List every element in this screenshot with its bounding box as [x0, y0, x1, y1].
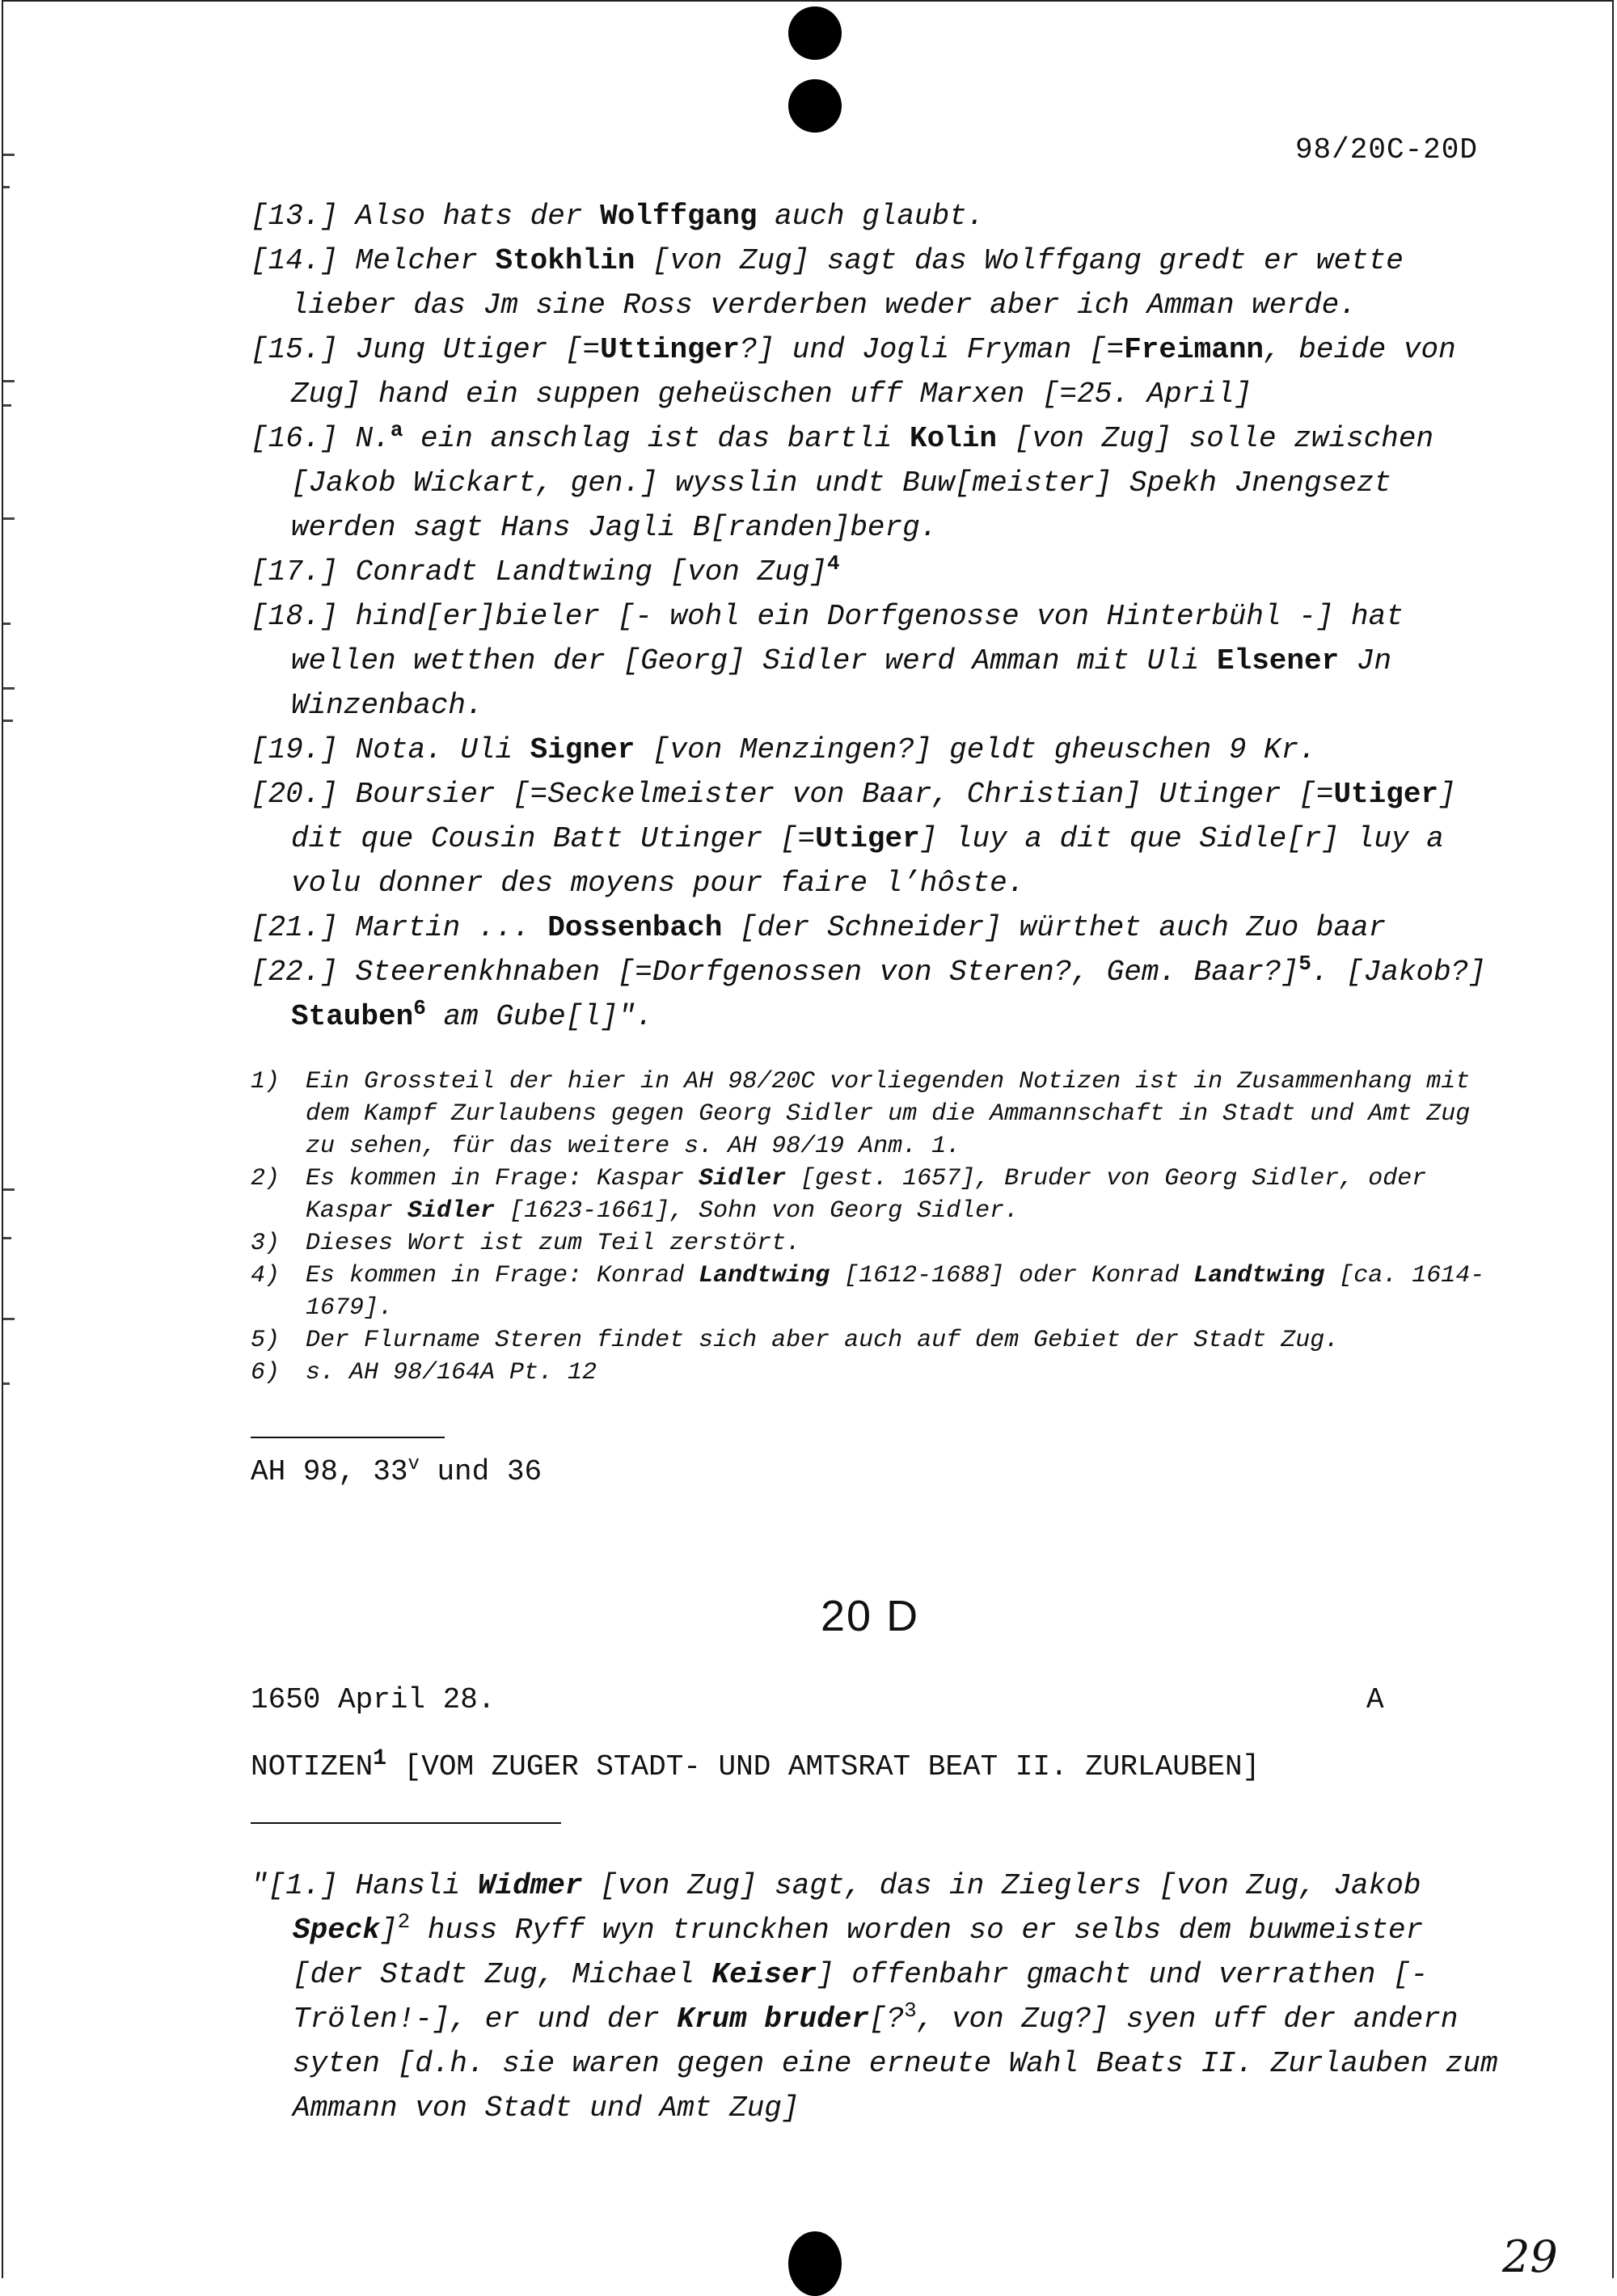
footnotes-list	[251, 1066, 1496, 1389]
text-run: s. AH 98/164A Pt. 12	[306, 1359, 597, 1386]
text-run: huss Ryff wyn trunckhen worden so er selbs dem buwmeister [der Stadt Zug, Michael	[293, 1914, 1424, 1991]
text-run: Es kommen in Frage: Konrad	[306, 1262, 699, 1289]
footnote-item	[251, 1357, 1496, 1389]
name-emphasis: Elsener	[1217, 644, 1340, 677]
entry-item	[251, 594, 1488, 728]
footnote-item	[251, 1227, 1496, 1260]
footnote-number: 4)	[251, 1262, 281, 1289]
text-run: , von Zug?] syen uff der andern syten [d.h. sie waren gegen eine erneute Wahl Beats II. Zurlauben zum Ammann von Stadt und Amt Zug]	[293, 2003, 1498, 2125]
name-emphasis: Speck	[293, 1914, 381, 1947]
entry-item	[251, 550, 1488, 594]
body-paragraph	[251, 1863, 1505, 2130]
entry-number: [14.]	[251, 244, 339, 277]
text-run: auch glaubt.	[757, 200, 985, 233]
footnote-marker: 4	[826, 551, 840, 576]
footnote-text	[306, 1357, 1496, 1389]
document-date: 1650 April 28.	[251, 1683, 496, 1716]
punch-hole-top	[788, 6, 842, 60]
footnote-item	[251, 1066, 1496, 1163]
name-emphasis: Utiger	[815, 822, 920, 855]
entry-number: [17.]	[251, 555, 339, 589]
text-run: hind[er]bieler [- wohl ein Dorfgenosse von Hinterbühl -] hat wellen wetthen der [Georg] Sidler werd Amman mit Uli	[291, 600, 1404, 677]
text-run: Boursier [=Seckelmeister von Baar, Christian] Utinger [=	[338, 778, 1334, 811]
text-run: [ca. 1614-1679].	[306, 1262, 1485, 1322]
footnote-text	[306, 1227, 1496, 1260]
document-type-letter: A	[1366, 1683, 1384, 1716]
entry-item	[251, 772, 1488, 905]
footnote-number: 2)	[251, 1165, 281, 1192]
margin-marks	[0, 137, 19, 1431]
footnote-number: 1)	[251, 1068, 281, 1095]
text-run: . [Jakob?]	[1311, 956, 1486, 989]
footnote-item	[251, 1260, 1496, 1324]
footnote-marker: 6	[413, 996, 426, 1020]
entry-item	[251, 416, 1488, 550]
text-run: ]	[380, 1914, 398, 1947]
document-number: 20 D	[821, 1592, 920, 1640]
text-run: N.	[338, 422, 391, 455]
entry-number: [16.]	[251, 422, 339, 455]
punch-hole-bottom	[788, 2231, 842, 2296]
name-emphasis: Sidler	[407, 1197, 496, 1225]
entry-item	[251, 728, 1488, 772]
footnote-text	[306, 1163, 1496, 1227]
page-reference: 98/20C-20D	[1294, 133, 1478, 167]
name-emphasis: Krum bruder	[677, 2003, 869, 2036]
text-run: [von Menzingen?] geldt gheuschen 9 Kr.	[635, 733, 1316, 766]
text-run: [gest. 1657], Bruder von Georg Sidler, oder Kaspar	[306, 1165, 1427, 1225]
footnote-number: 5)	[251, 1327, 281, 1354]
punch-hole-second	[788, 79, 842, 133]
footnote-marker: 2	[397, 1910, 411, 1934]
text-run: Melcher	[338, 244, 496, 277]
text-run: Jn Winzenbach.	[291, 644, 1392, 722]
name-emphasis: Dossenbach	[547, 911, 723, 944]
name-emphasis: Sidler	[699, 1165, 787, 1192]
entry-number: [20.]	[251, 778, 339, 811]
text-run: am Gube[l]".	[425, 1000, 653, 1033]
entry-number: [13.]	[251, 200, 339, 233]
footnote-text	[306, 1066, 1496, 1163]
text-run: [von Zug] solle zwischen [Jakob Wickart, gen.] wysslin undt Buw[meister] Spekh Jnengsezt werden sagt Hans Jagli B[randen]berg.	[291, 422, 1434, 544]
entries-list	[251, 194, 1488, 1039]
name-emphasis: Kolin	[909, 422, 997, 455]
footnote-text	[306, 1324, 1496, 1357]
text-run: [1623-1661], Sohn von Georg Sidler.	[495, 1197, 1020, 1225]
text-run: ] luy a dit que Sidle[r] luy a volu donner des moyens pour faire l’hôste.	[291, 822, 1444, 900]
text-run: ] dit que Cousin Batt Utinger [=	[291, 778, 1456, 855]
text-run: Ein Grossteil der hier in AH 98/20C vorliegenden Notizen ist in Zusammenhang mit dem Kampf Zurlaubens gegen Georg Sidler um die Ammannschaft in Stadt und Amt Zug zu sehen, für das weitere s. AH 98/19 Anm. 1.	[306, 1068, 1471, 1160]
text-run: "[1.] Hansli	[251, 1869, 478, 1902]
text-run: Es kommen in Frage: Kaspar	[306, 1165, 699, 1192]
text-run: Martin ...	[338, 911, 548, 944]
name-emphasis: Freimann	[1124, 333, 1264, 366]
handwritten-page-number: 29	[1502, 2231, 1558, 2282]
name-emphasis: Wolffgang	[600, 200, 758, 233]
text-run: [von Zug] sagt das Wolffgang gredt er wette lieber das Jm sine Ross verderben weder aber ich Amman werde.	[291, 244, 1404, 322]
footnote-item	[251, 1324, 1496, 1357]
text-run: Der Flurname Steren findet sich aber auch auf dem Gebiet der Stadt Zug.	[306, 1327, 1340, 1354]
text-run: Steerenkhnaben [=Dorfgenossen von Steren?, Gem. Baar?]	[338, 956, 1299, 989]
name-emphasis: Stokhlin	[495, 244, 635, 277]
footnote-text	[306, 1260, 1496, 1324]
text-run: Jung Utiger [=	[338, 333, 601, 366]
document-title: NOTIZEN$^1$ [VOM ZUGER STADT- UND AMTSRAT BEAT II. ZURLAUBEN]	[251, 1746, 1260, 1783]
text-run: [der Schneider] würthet auch Zuo baar	[722, 911, 1387, 944]
entry-number: [22.]	[251, 956, 339, 989]
name-emphasis: Signer	[530, 733, 635, 766]
entry-item	[251, 327, 1488, 416]
name-emphasis: Uttinger	[600, 333, 740, 366]
entry-item	[251, 238, 1488, 327]
entry-item	[251, 194, 1488, 238]
text-run: [1612-1688] oder Konrad	[830, 1262, 1194, 1289]
footnote-number: 6)	[251, 1359, 281, 1386]
name-emphasis: Landtwing	[1193, 1262, 1325, 1289]
text-run: Also hats der	[338, 200, 601, 233]
title-separator	[251, 1822, 561, 1824]
text-run: ] offenbahr gmacht und verrathen [-Trölen!-], er und der	[293, 1958, 1429, 2036]
entry-item	[251, 950, 1488, 1039]
entry-number: [19.]	[251, 733, 339, 766]
text-run: ?] und Jogli Fryman [=	[739, 333, 1125, 366]
footnote-marker: a	[390, 418, 403, 442]
entry-number: [15.]	[251, 333, 339, 366]
name-emphasis: Stauben	[291, 1000, 414, 1033]
text-run: , beide von Zug] hand ein suppen geheüschen uff Marxen [=25. April]	[291, 333, 1456, 411]
text-run: [von Zug] sagt, das in Zieglers [von Zug, Jakob	[582, 1869, 1421, 1902]
text-run: [?	[868, 2003, 905, 2036]
name-emphasis: Widmer	[477, 1869, 583, 1902]
entry-item	[251, 905, 1488, 950]
footnote-marker: 5	[1298, 952, 1311, 976]
text-run: Dieses Wort ist zum Teil zerstört.	[306, 1230, 801, 1257]
footnote-item	[251, 1163, 1496, 1227]
source-reference: AH 98, 33$^v$ und 36	[251, 1454, 543, 1488]
footnote-number: 3)	[251, 1230, 281, 1257]
source-separator	[251, 1437, 445, 1438]
name-emphasis: Keiser	[711, 1958, 817, 1991]
entry-number: [21.]	[251, 911, 339, 944]
entry-number: [18.]	[251, 600, 339, 633]
text-run: Nota. Uli	[338, 733, 530, 766]
text-run: Conradt Landtwing [von Zug]	[338, 555, 827, 589]
text-run: ein anschlag ist das bartli	[403, 422, 910, 455]
name-emphasis: Landtwing	[699, 1262, 830, 1289]
name-emphasis: Utiger	[1333, 778, 1439, 811]
footnote-marker: 3	[904, 1998, 917, 2023]
